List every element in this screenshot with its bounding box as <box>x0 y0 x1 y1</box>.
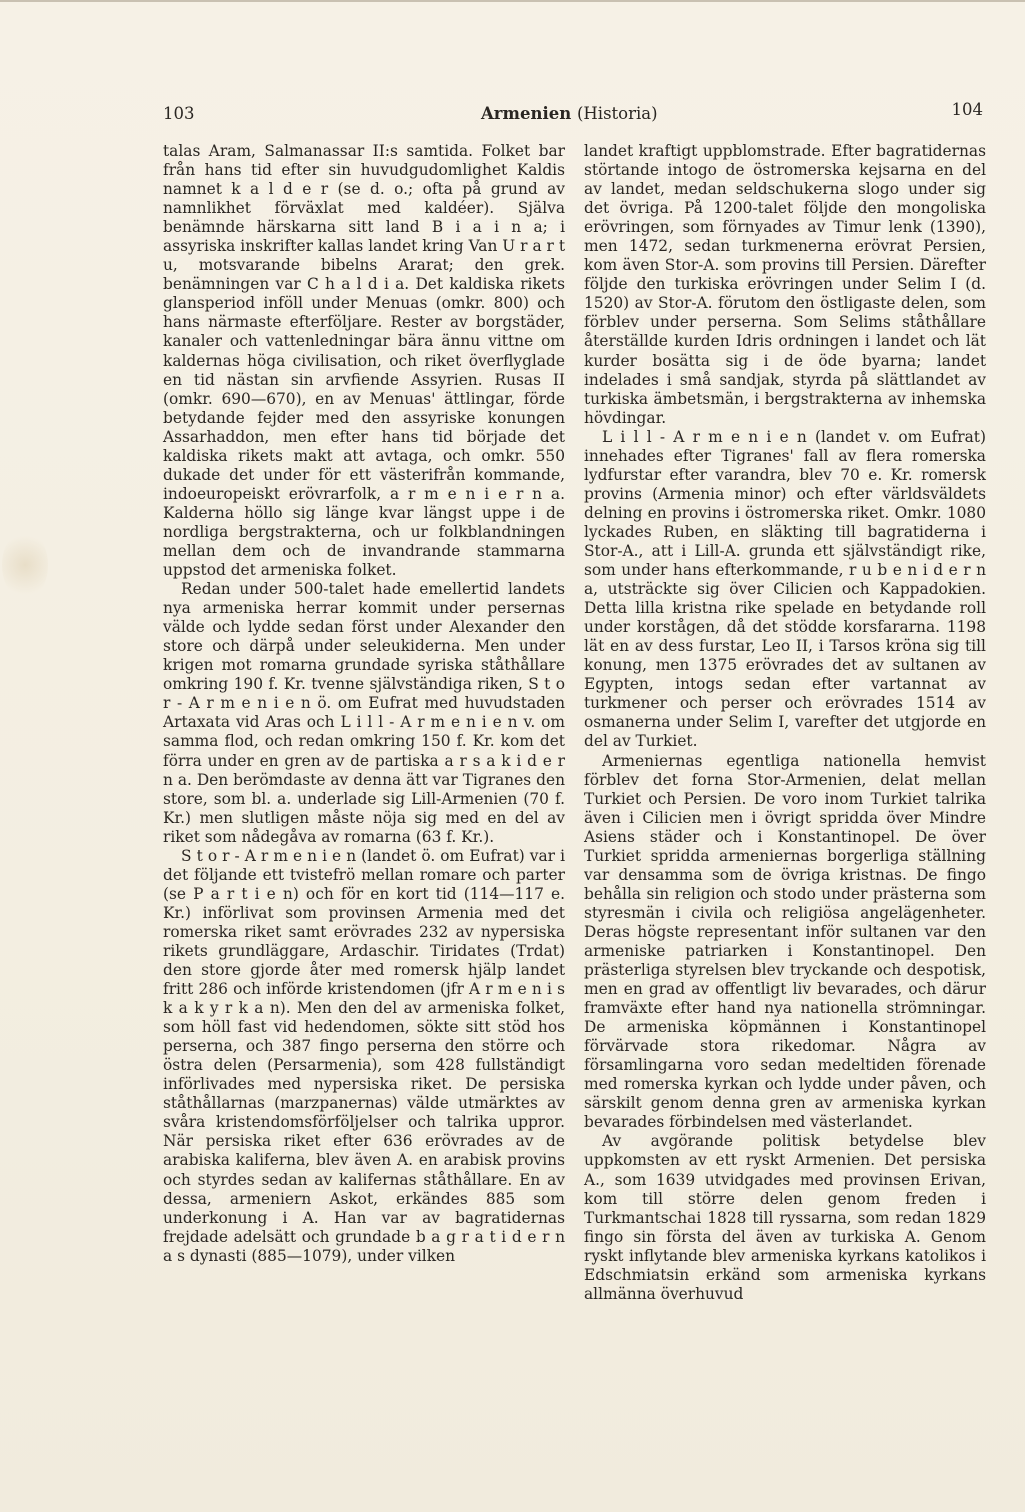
paper-stain <box>2 530 48 600</box>
paragraph: Armeniernas egentliga nationella hemvist förblev det forna Stor-Armenien, delat mellan Turkiet och Persien. De voro inom Turkiet talrika även i Cilicien men i övrigt spridda över Mindre Asiens städer och i Konstantinopel. De över Turkiet spridda armeniernas borgerliga ställning var densamma som de övriga kristnas. De fingo behålla sin religion och stodo under prästerna som styresmän i civila och religiösa angelägenheter. Deras högste representant inför sultanen var den armeniske patriarken i Konstantinopel. Den prästerliga styrelsen blev tryckande och despotisk, men en grad av offentligt liv bevarades, och därur framväxte efter hand nya nationella strömningar. De armeniska köpmännen i Konstantinopel förvärvade stora rikedomar. Några av församlingarna voro sedan medeltiden förenade med romerska kyrkan och lydde under påven, och särskilt genom denna gren av armeniska kyrkan bevarades förbindelsen med västerlandet. <box>584 751 986 1132</box>
page-header <box>163 100 983 126</box>
paragraph: L i l l - A r m e n i e n (landet v. om Eufrat) innehades efter Tigranes' fall av flera romerska lydfurstar efter varandra, blev 70 e. Kr. romersk provins (Armenia minor) och efter världsväldets delning en provins i östromerska riket. Omkr. 1080 lyckades Ruben, en släkting till bagratiderna i Stor-A., att i Lill-A. grunda ett självständigt rike, som under hans efterkommande, r u b e n i d e r n a, utsträckte sig över Cilicien och Kappadokien. Detta lilla kristna rike spelade en betydande roll under korstågen, då det stödde korsfararna. 1198 lät en av dess furstar, Leo II, i Tarsos kröna sig till konung, men 1375 erövrades det av sultanen av Egypten, intogs sedan efter vartannat av turkmener och perser och erövrades 1514 av osmanerna under Selim I, varefter det utgjorde en del av Turkiet. <box>584 427 986 751</box>
running-subtitle: (Historia) <box>576 104 658 123</box>
left-column <box>163 142 565 1266</box>
paragraph: Redan under 500-talet hade emellertid landets nya armeniska herrar kommit under persernas välde och lydde sedan först under Alexander den store och därpå under seleukiderna. Men under krigen mot romarna grundade syriska ståthållare omkring 190 f. Kr. tvenne självständiga riken, S t o r - A r m e n i e n ö. om Eufrat med huvudstaden Artaxata vid Aras och L i l l - A r m e n i e n v. om samma flod, och redan omkring 150 f. Kr. kom det förra under en gren av de partiska a r s a k i d e r n a. Den berömdaste av denna ätt var Tigranes den store, som bl. a. underlade sig Lill-Armenien (70 f. Kr.) men slutligen måste nöja sig med en del av riket som nådegåva av romarna (63 f. Kr.). <box>163 580 565 846</box>
paragraph: Av avgörande politisk betydelse blev uppkomsten av ett ryskt Armenien. Det persiska A., som 1639 utvidgades med provinsen Erivan, kom till större delen genom freden i Turkmantschai 1828 till ryssarna, som redan 1829 fingo sin första del även av turkiska A. Genom ryskt inflytande blev armeniska kyrkans katolikos i Edschmiatsin erkänd som armeniska kyrkans allmänna överhuvud <box>584 1132 986 1303</box>
right-column <box>584 142 986 1304</box>
paragraph: talas Aram, Salmanassar II:s samtida. Folket bar från hans tid efter sin huvudgudomlighet Kaldis namnet k a l d e r (se d. o.; ofta på grund av namnlikhet förväxlat med kaldéer). Själva benämnde härskarna sitt land B i a i n a; i assyriska inskrifter kallas landet kring Van U r a r t u, motsvarande bibelns Ararat; den grek. benämningen var C h a l d i a. Det kaldiska rikets glansperiod inföll under Menuas (omkr. 800) och hans närmaste efterföljare. Rester av borgstäder, kanaler och vattenledningar bära ännu vittne om kaldernas höga civilisation, och riket överflyglade en tid nästan sin arvfiende Assyrien. Rusas II (omkr. 690—670), en av Menuas' ättlingar, förde betydande fejder med den assyriske konungen Assarhaddon, men efter hans tid började det kaldiska rikets makt att avtaga, och omkr. 550 dukade det under för ett västerifrån kommande, indoeuropeiskt erövrarfolk, a r m e n i e r n a. Kalderna höllo sig länge kvar längst uppe i de nordliga bergstrakterna, och ur folkblandningen mellan dem och de invandrande stammarna uppstod det armeniska folket. <box>163 142 565 580</box>
top-rule <box>0 0 1025 2</box>
page-number-left: 103 <box>163 104 195 123</box>
page-number-right: 104 <box>951 100 983 119</box>
running-title: Armenien <box>481 104 572 123</box>
paragraph: S t o r - A r m e n i e n (landet ö. om Eufrat) var i det följande ett tvistefrö mellan romare och parter (se P a r t i e n) och för en kort tid (114—117 e. Kr.) införlivat som provinsen Armenia med det romerska riket samt erövrades 232 av nypersiska rikets grundläggare, Ardaschir. Tiridates (Trdat) den store gjorde åter med romersk hjälp landet fritt 286 och införde kristendomen (jfr A r m e n i s k a k y r k a n). Men den del av armeniska folket, som höll fast vid hedendomen, sökte sitt stöd hos perserna, och 387 fingo perserna den större och östra delen (Persarmenia), som 428 fullständigt införlivades med nypersiska riket. De persiska ståthållarnas (marzpanernas) välde utmärktes av svåra kristendomsförföljelser och talrika uppror. När persiska riket efter 636 erövrades av de arabiska kaliferna, blev även A. en arabisk provins och styrdes sedan av kalifernas ståthållare. En av dessa, armeniern Askot, erkändes 885 som underkonung i A. Han var av bagratidernas frejdade adelsätt och grundade b a g r a t i d e r n a s dynasti (885—1079), under vilken <box>163 846 565 1265</box>
running-head <box>481 104 658 123</box>
paragraph: landet kraftigt uppblomstrade. Efter bagratidernas störtande intogo de östromerska kejsarna en del av landet, medan seldschukerna slogo under sig det övriga. På 1200-talet följde den mongoliska erövringen, som förnyades av Timur lenk (1390), men 1472, sedan turkmenerna erövrat Persien, kom även Stor-A. som provins till Persien. Därefter följde den turkiska erövringen under Selim I (d. 1520) av Stor-A. förutom den östligaste delen, som förblev under perserna. Som Selims ståthållare återställde kurden Idris ordningen i landet och lät kurder bosätta sig i de öde byarna; landet indelades i små sandjak, styrda på slättlandet av turkiska ämbetsmän, i bergstrakterna av inhemska hövdingar. <box>584 142 986 427</box>
